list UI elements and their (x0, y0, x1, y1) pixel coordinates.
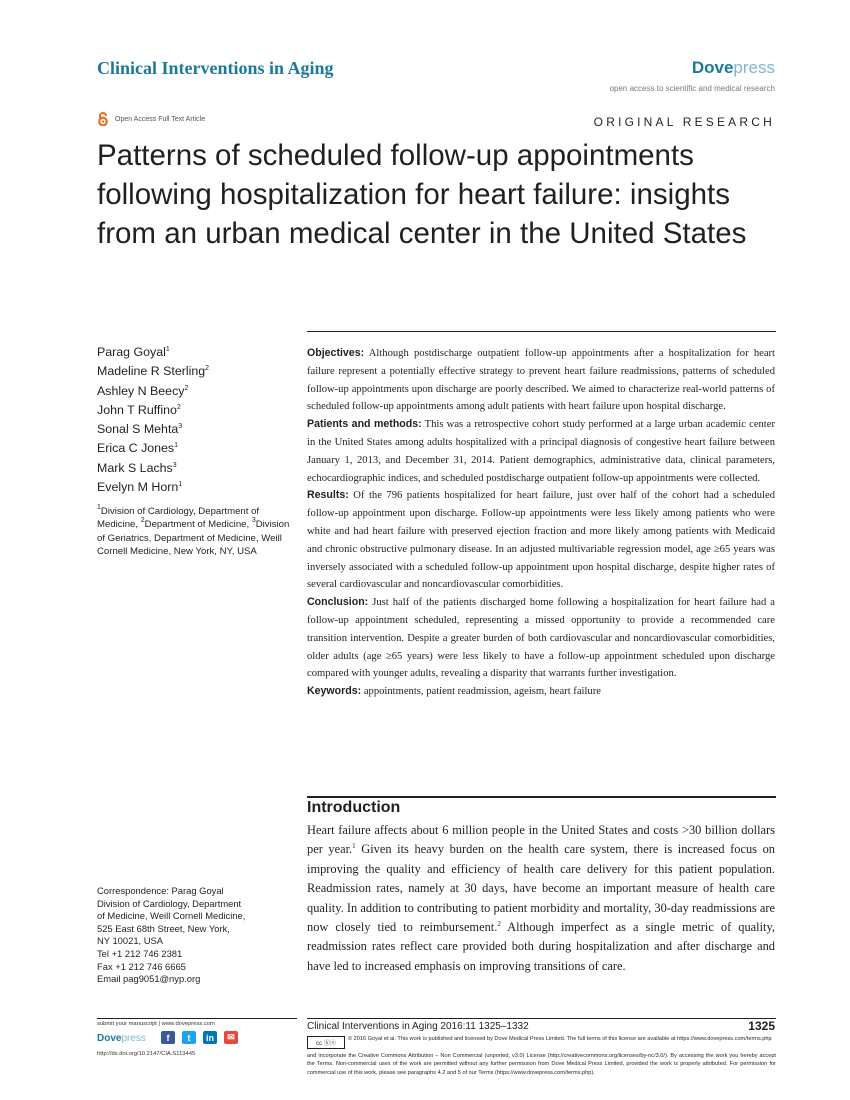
publisher-logo-light: press (733, 58, 775, 77)
reference-link[interactable]: 1 (352, 842, 356, 851)
open-access-badge (97, 112, 205, 126)
footer-publisher-logo[interactable]: Dovepress (97, 1033, 146, 1044)
author[interactable]: Parag Goyal$^1$ (97, 345, 170, 359)
license-text: © 2016 Goyal et al. This work is published and licensed by Dove Medical Press Limited. The full terms of this license are available at https://www.dovepress.com/terms.php (348, 1036, 772, 1042)
linkedin-icon[interactable]: in (203, 1031, 217, 1044)
author[interactable]: Sonal S Mehta$^3$ (97, 422, 183, 437)
author[interactable]: Evelyn M Horn$^1$ (97, 480, 183, 495)
citation-line: Clinical Interventions in Aging 2016:11 1325–1332 (307, 1021, 529, 1032)
abstract-results: Results: Of the 796 patients hospitalized for heart failure, just over half of the cohort had a scheduled follow-up appointment upon discharge. Follow-up appointments were less likely among patients who were white and had heart failure with preserved ejection fraction and more likely among patients with Medicaid and chronic obstructive pulmonary disease. In an adjusted multivariable regression model, age ≥65 years was inversely associated with a scheduled follow-up appointment upon hospital discharge, despite higher rates of several cardiovascular and noncardiovascular comorbidities. (307, 489, 775, 591)
creative-commons-badge[interactable]: cc ⓑⓝ (307, 1036, 345, 1049)
affiliations: $^1$Division of Cardiology, Department of Medicine, $^2$Department of Medicine, $^3$Division of Geriatrics, Department of Medicine, Weill Cornell Medicine, New York, NY, USA (97, 504, 290, 558)
footer-divider-left (97, 1018, 297, 1019)
open-access-lock-icon (97, 112, 109, 126)
journal-name[interactable]: Clinical Interventions in Aging (97, 58, 334, 78)
correspondence-block: Correspondence: Parag Goyal Division of Cardiology, Department of Medicine, Weill Cornell Medicine, 525 East 68th Street, New York, NY 10021, USA Tel +1 212 746 2381 Fax +1 212 746 6665 Email pag9051@nyp.org (97, 885, 297, 986)
section-label: ORIGINAL RESEARCH (593, 115, 775, 129)
author-list (97, 343, 209, 497)
abstract-keywords: Keywords: appointments, patient readmission, ageism, heart failure (307, 685, 601, 698)
doi-link[interactable]: http://dx.doi.org/10.2147/CIA.S113445 (97, 1051, 196, 1057)
article-title: Patterns of scheduled follow-up appointments following hospitalization for heart failure: insights from an urban medical center in the United States (97, 139, 747, 250)
publisher-logo[interactable] (692, 58, 775, 78)
author[interactable]: Mark S Lachs$^3$ (97, 460, 177, 475)
author[interactable]: John T Ruffino$^2$ (97, 402, 181, 417)
license-text-continued: and incorporate the Creative Commons Attribution – Non Commercial (unported, v3.0) License (http://creativecommons.org/licenses/by-nc/3.0/). By accessing the work you hereby accept the Terms. Non-commercial uses of the work are permitted without any further permission from Dove Medical Press Limited, provided the work is properly attributed. For permission for commercial use of this work, please see paragraphs 4.2 and 5 of our Terms (https://www.dovepress.com/terms.php). (307, 1053, 776, 1076)
twitter-icon[interactable]: t (182, 1031, 196, 1044)
social-icons (161, 1031, 238, 1044)
author[interactable]: Madeline R Sterling$^2$ (97, 364, 210, 379)
submit-manuscript-link[interactable]: submit your manuscript | www.dovepress.com (97, 1021, 215, 1027)
abstract (307, 345, 775, 701)
author[interactable]: Erica C Jones$^1$ (97, 441, 179, 456)
page-number: 1325 (748, 1019, 775, 1033)
footer-divider-right (307, 1018, 776, 1019)
facebook-icon[interactable]: f (161, 1031, 175, 1044)
publisher-logo-bold: Dove (691, 58, 734, 77)
open-access-text: Open Access Full Text Article (115, 115, 206, 123)
email-icon[interactable]: ✉ (224, 1031, 238, 1044)
abstract-objectives: Objectives: Although postdischarge outpatient follow-up appointments after a hospitalization for heart failure represent a potentially effective strategy to prevent heart failure readmissions, patterns of scheduled follow-up appointments upon discharge are poorly described. We aimed to characterize real-world patterns of scheduled follow-up appointments among adult patients with heart failure upon hospital discharge. (307, 347, 775, 413)
introduction-divider (307, 796, 776, 798)
introduction-paragraph: Heart failure affects about 6 million people in the United States and costs >30 billion dollars per year.$^1$ Given its heavy burden on the health care system, there is increased focus on improving the quality and efficiency of health care delivery for this patient population. Readmission rates, namely at 30 days, have become an important measure of health care quality. In addition to contributing to patient morbidity and mortality, 30-day readmissions are now closely tied to reimbursement.$^2$ Although imperfect as a single metric of quality, readmission rates reflect care provided both during hospitalization and after discharge and have led to increased emphasis on improving transitions of care. (307, 823, 775, 973)
abstract-methods: Patients and methods: This was a retrospective cohort study performed at a large urban academic center in the United States among adults hospitalized with a principal diagnosis of congestive heart failure between January 1, 2013, and December 31, 2014. Patient demographics, administrative data, clinical parameters, echocardiographic indices, and scheduled postdischarge outpatient follow-up appointments were collected. (307, 418, 775, 484)
publisher-tagline: open access to scientific and medical research (609, 84, 775, 93)
author[interactable]: Ashley N Beecy$^2$ (97, 383, 189, 398)
abstract-divider (307, 331, 776, 332)
reference-link[interactable]: 2 (497, 920, 501, 929)
correspondence-email[interactable]: Email pag9051@nyp.org (97, 973, 201, 985)
introduction-heading: Introduction (307, 799, 401, 816)
abstract-conclusion: Conclusion: Just half of the patients discharged home following a hospitalization for heart failure had a follow-up appointment scheduled, representing a missed opportunity to provide a recommended care transition intervention. Despite a greater burden of both cardiovascular and noncardiovascular comorbidities, older adults (age ≥65 years) were less likely to have a follow-up appointment scheduled upon discharge compared with younger adults, revealing a disparity that warrants further investigation. (307, 596, 775, 680)
